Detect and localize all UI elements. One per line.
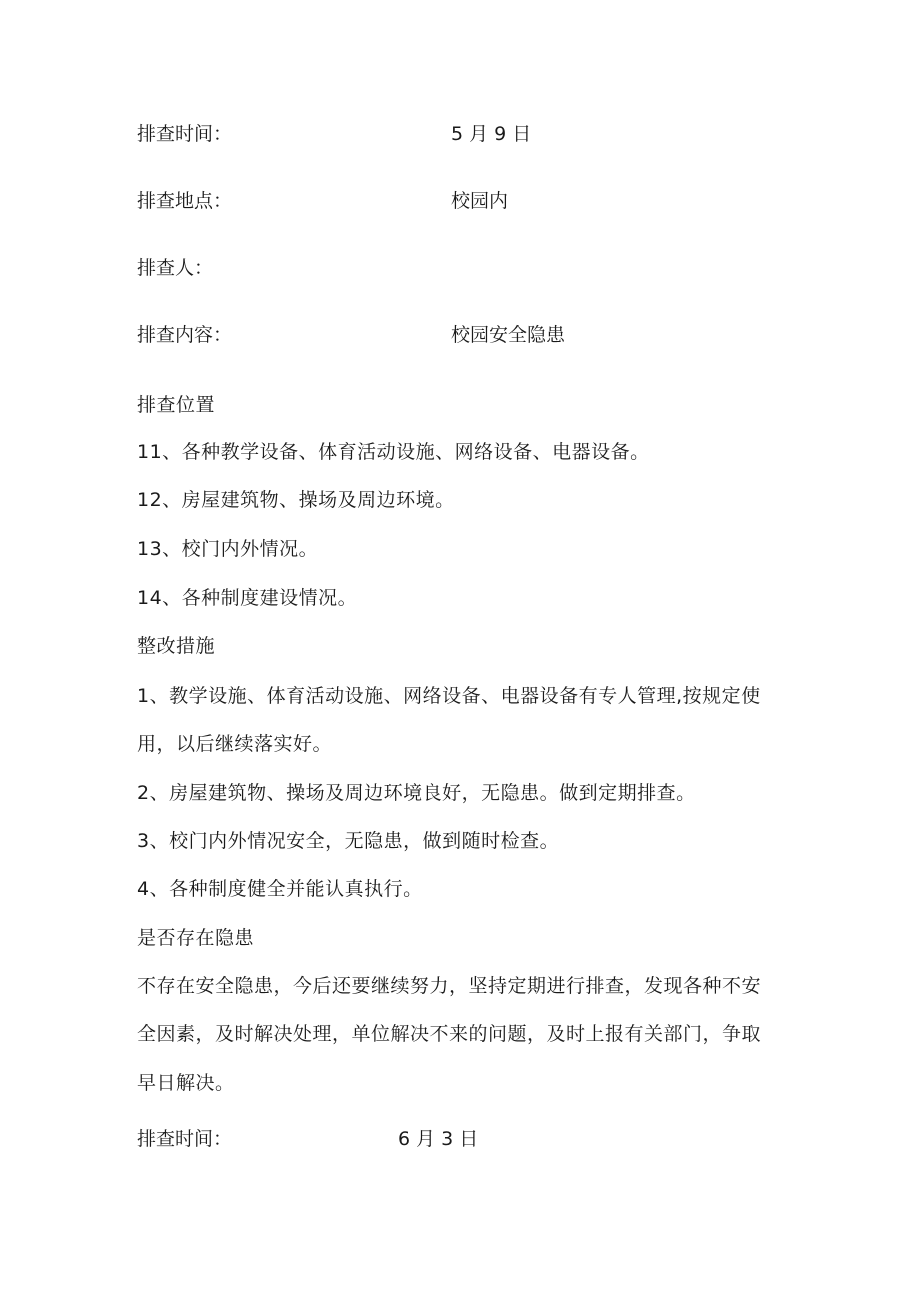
check-place-label: 排查地点：	[137, 190, 233, 212]
position-item: 13、校门内外情况。	[137, 538, 319, 560]
position-item: 12、房屋建筑物、操场及周边环境。	[137, 489, 455, 511]
measure-item-1-line-2: 用，以后继续落实好。	[137, 733, 333, 755]
measure-item-2: 2、房屋建筑物、操场及周边环境良好，无隐患。做到定期排查。	[137, 782, 696, 804]
check-person-label: 排查人：	[137, 257, 214, 279]
check-time-value-2: 6 月 3 日	[398, 1128, 479, 1150]
check-content-label: 排查内容：	[137, 324, 233, 346]
hazard-text-line-3: 早日解决。	[137, 1072, 235, 1094]
measure-item-1-line-1: 1、教学设施、体育活动设施、网络设备、电器设备有专人管理,按规定使	[137, 685, 761, 707]
check-time-label-2: 排查时间：	[137, 1128, 233, 1150]
hazard-text-line-2: 全因素，及时解决处理，单位解决不来的问题，及时上报有关部门，争取	[137, 1023, 762, 1045]
positions-heading: 排查位置	[137, 394, 216, 416]
check-content-value: 校园安全隐患	[451, 324, 566, 346]
position-item: 11、各种教学设备、体育活动设施、网络设备、电器设备。	[137, 441, 650, 463]
measure-item-3: 3、校门内外情况安全，无隐患，做到随时检查。	[137, 830, 560, 852]
check-time-value: 5 月 9 日	[451, 123, 532, 145]
check-place-value: 校园内	[451, 190, 509, 212]
hazard-text-line-1: 不存在安全隐患，今后还要继续努力，坚持定期进行排查，发现各种不安	[137, 975, 762, 997]
check-time-label: 排查时间：	[137, 123, 233, 145]
position-item: 14、各种制度建设情况。	[137, 587, 358, 609]
hazard-heading: 是否存在隐患	[137, 927, 255, 949]
measure-item-4: 4、各种制度健全并能认真执行。	[137, 878, 423, 900]
measures-heading: 整改措施	[137, 635, 216, 657]
